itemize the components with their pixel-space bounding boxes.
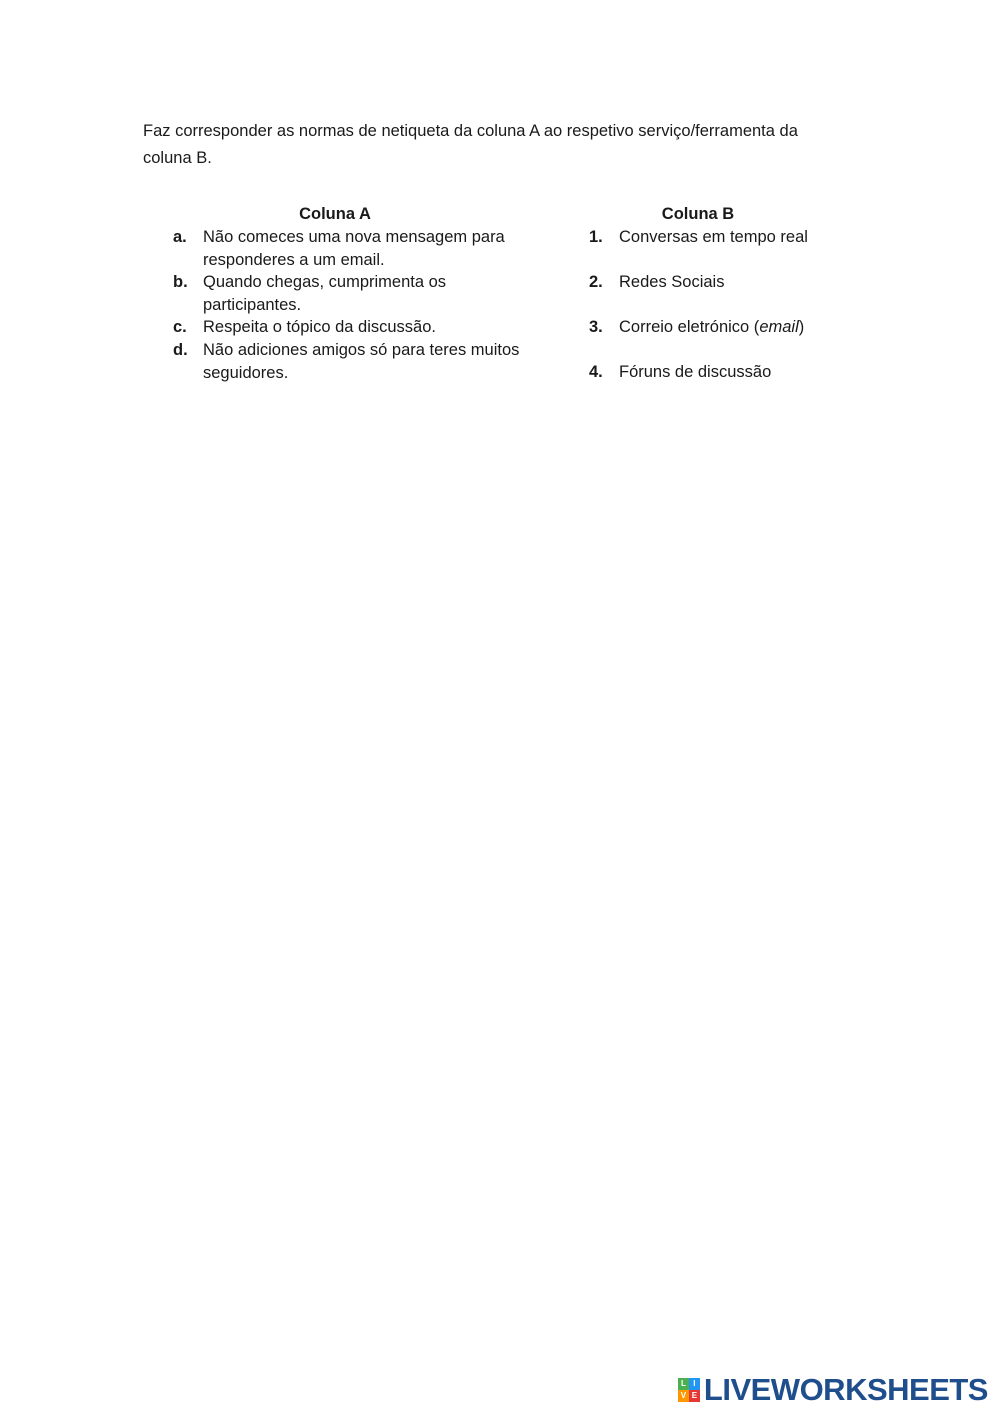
logo-mark-letter: L xyxy=(678,1378,689,1390)
logo-mark-letter: I xyxy=(689,1378,700,1390)
item-marker: 3. xyxy=(589,318,603,336)
item-text: Não comeces uma nova mensagem para responderes a um email. xyxy=(203,228,505,269)
item-marker: 2. xyxy=(589,273,603,291)
item-marker: d. xyxy=(173,341,188,359)
item-text: Quando chegas, cumprimenta os participantes. xyxy=(203,273,447,314)
column-a-heading: Coluna A xyxy=(299,205,371,223)
item-text: Respeita o tópico da discussão. xyxy=(203,318,436,336)
item-text: Não adiciones amigos só para teres muitos seguidores. xyxy=(203,341,520,382)
item-text-after: ) xyxy=(798,318,805,336)
item-text-before: Correio eletrónico ( xyxy=(619,318,760,336)
logo-mark-letter: E xyxy=(689,1390,700,1402)
item-marker: b. xyxy=(173,273,188,291)
liveworksheets-logo xyxy=(678,1374,988,1406)
item-marker: 4. xyxy=(589,363,603,381)
logo-mark-letter: V xyxy=(678,1390,689,1402)
item-marker: a. xyxy=(173,228,187,246)
item-text xyxy=(619,316,879,339)
item-text: Redes Sociais xyxy=(619,273,725,291)
item-text: Conversas em tempo real xyxy=(619,228,808,246)
instruction-text: Faz corresponder as normas de netiqueta da coluna A ao respetivo serviço/ferramenta da coluna B. xyxy=(143,122,798,167)
item-marker: 1. xyxy=(589,228,603,246)
logo-mark-icon xyxy=(678,1378,700,1402)
column-b-heading: Coluna B xyxy=(661,205,735,223)
logo-text: LIVEWORKSHEETS xyxy=(703,1372,988,1407)
item-text: Fóruns de discussão xyxy=(619,363,772,381)
item-marker: c. xyxy=(173,318,187,336)
item-text-italic: email xyxy=(759,318,799,336)
